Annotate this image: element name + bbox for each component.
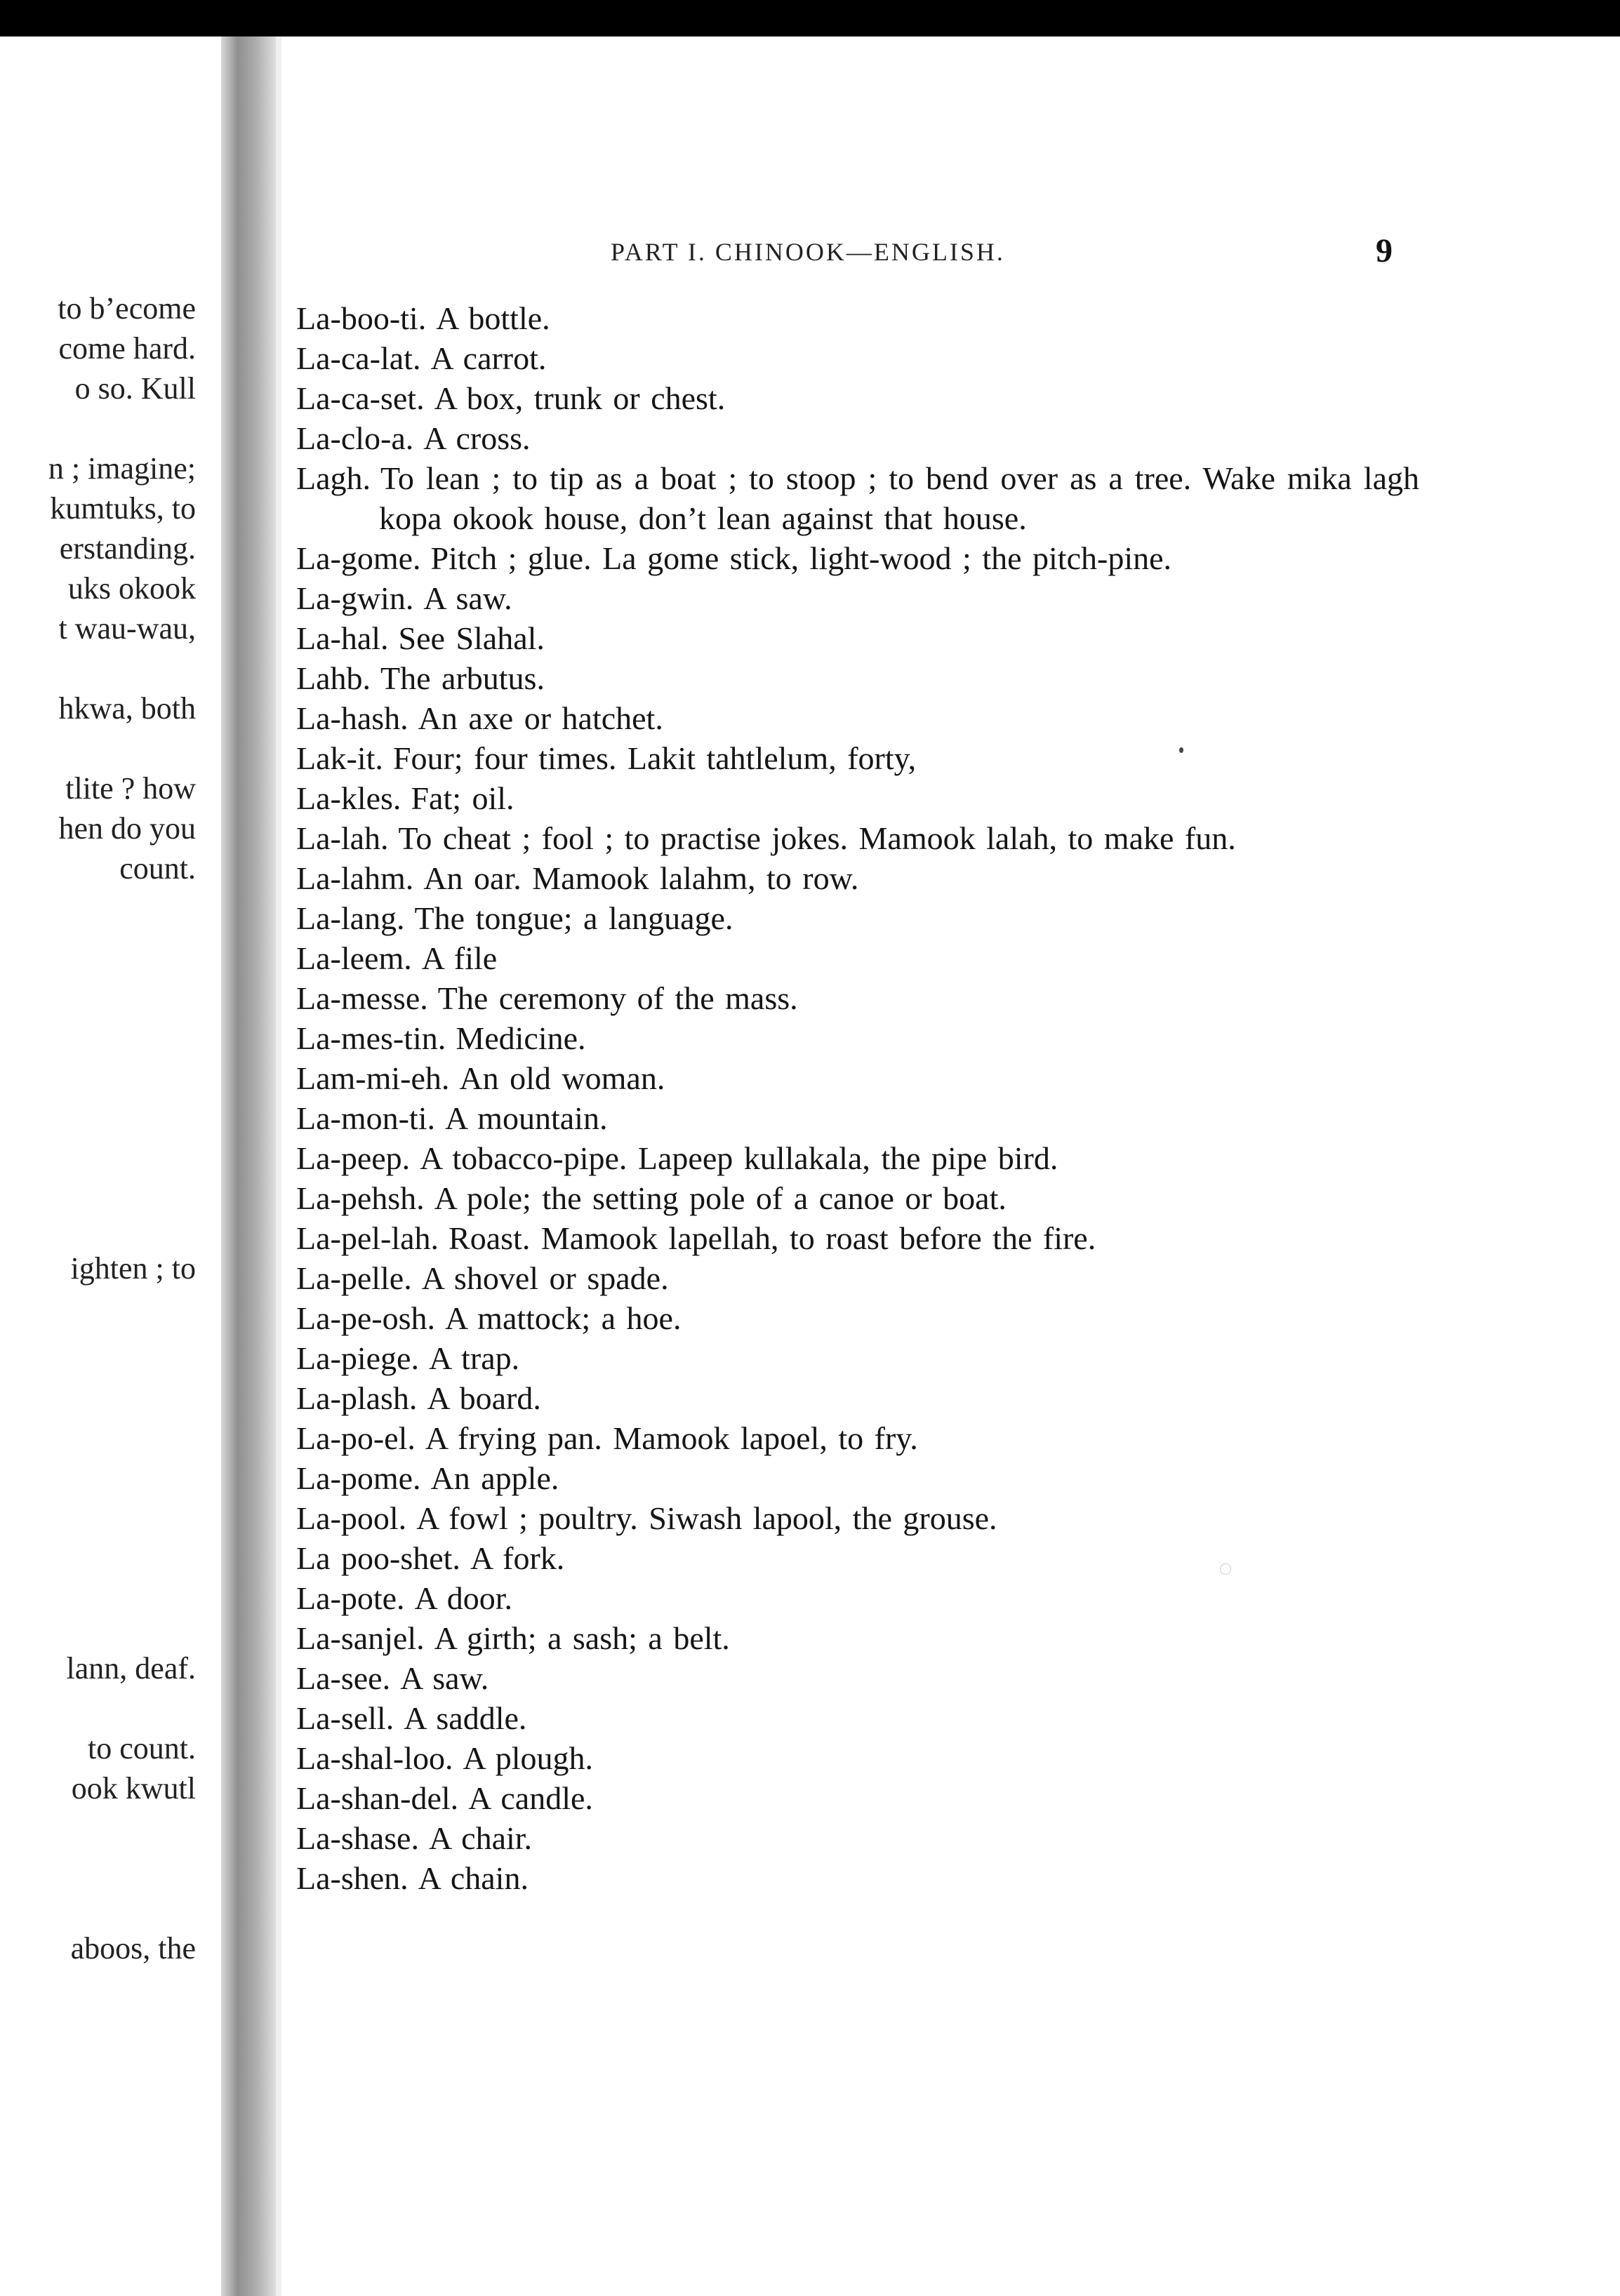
entry-definition: A trap. <box>428 1340 520 1376</box>
dictionary-entry <box>296 1538 1419 1578</box>
entry-definition: A board. <box>427 1380 541 1416</box>
entry-headword: La-shase. <box>296 1820 419 1856</box>
entry-headword: La-pehsh. <box>296 1180 425 1216</box>
dictionary-entry <box>296 1338 1419 1378</box>
entry-definition: A fowl ; poultry. Siwash lapool, the grouse. <box>416 1500 997 1536</box>
entry-headword: La-peep. <box>296 1140 411 1176</box>
entry-headword: La-see. <box>296 1660 391 1696</box>
dictionary-entry <box>296 378 1419 418</box>
entry-headword: La-boo-ti. <box>296 300 427 336</box>
entry-definition: A shovel or spade. <box>421 1260 669 1296</box>
entry-headword: La-sell. <box>296 1700 394 1736</box>
entry-definition: A chain. <box>418 1860 529 1896</box>
entry-definition: A carrot. <box>430 340 547 376</box>
entry-definition: A door. <box>414 1580 512 1616</box>
entry-headword: La-sanjel. <box>296 1620 425 1656</box>
entry-definition: The ceremony of the mass. <box>437 980 798 1016</box>
entry-headword: La-ca-set. <box>296 380 425 416</box>
dictionary-entry <box>296 1378 1419 1418</box>
entry-definition: The tongue; a language. <box>414 900 733 936</box>
entry-headword: Lak-it. <box>296 740 383 776</box>
dictionary-entry <box>296 298 1419 338</box>
dictionary-entry <box>296 1578 1419 1618</box>
dictionary-entry <box>296 1178 1419 1218</box>
entry-definition: A plough. <box>463 1740 593 1776</box>
entry-headword: La-mon-ti. <box>296 1100 435 1136</box>
dictionary-entry <box>296 1858 1419 1898</box>
dictionary-entry <box>296 1018 1419 1058</box>
left-line: to count. <box>88 1731 196 1766</box>
entry-definition: A chair. <box>428 1820 533 1856</box>
dictionary-entry <box>296 1618 1419 1658</box>
entry-headword: La-pote. <box>296 1580 405 1616</box>
entry-definition: A saw. <box>423 580 512 616</box>
page-number: 9 <box>1376 232 1393 269</box>
left-line: hen do you <box>58 811 196 846</box>
entry-headword: La-lang. <box>296 900 405 936</box>
entry-headword: Lam-mi-eh. <box>296 1060 450 1096</box>
entry-definition: A cross. <box>423 420 531 456</box>
dictionary-entry <box>296 1778 1419 1818</box>
entry-headword: La-pe-osh. <box>296 1300 435 1336</box>
entry-definition: A fork. <box>470 1540 565 1576</box>
left-line: lann, deaf. <box>66 1651 196 1686</box>
ink-speck <box>1179 747 1183 753</box>
dictionary-entry <box>296 1298 1419 1338</box>
dictionary-entry <box>296 698 1419 738</box>
entry-definition: A girth; a sash; a belt. <box>434 1620 730 1656</box>
entry-definition: To lean ; to tip as a boat ; to stoop ; to bend over as a tree. Wake mika lagh kopa okook house, don’t lean against that house. <box>379 460 1419 536</box>
dictionary-entry <box>296 1698 1419 1738</box>
entry-definition: To cheat ; fool ; to practise jokes. Mamook lalah, to make fun. <box>398 820 1236 856</box>
left-line: erstanding. <box>59 531 196 566</box>
book-gutter <box>221 36 276 2296</box>
entry-headword: La-messe. <box>296 980 428 1016</box>
entry-definition: An axe or hatchet. <box>418 700 663 736</box>
scan-top-border <box>0 0 1620 36</box>
left-line: tlite ? how <box>65 771 196 806</box>
entry-definition: A bottle. <box>436 300 550 336</box>
entry-definition: A pole; the setting pole of a canoe or boat. <box>434 1180 1007 1216</box>
entry-headword: La-shen. <box>296 1860 409 1896</box>
entry-definition: Four; four times. Lakit tahtlelum, forty, <box>392 740 917 776</box>
dictionary-entry <box>296 538 1419 578</box>
dictionary-entry <box>296 818 1419 858</box>
entry-definition: A file <box>421 940 498 976</box>
dictionary-entry <box>296 1058 1419 1098</box>
entry-definition: An apple. <box>430 1460 559 1496</box>
dictionary-entry <box>296 978 1419 1018</box>
dictionary-entry <box>296 1458 1419 1498</box>
entry-definition: An oar. Mamook lalahm, to row. <box>423 860 859 896</box>
entry-headword: La-ca-lat. <box>296 340 421 376</box>
entry-definition: A saddle. <box>404 1700 527 1736</box>
left-line: kumtuks, to <box>50 491 196 526</box>
dictionary-entry <box>296 1658 1419 1698</box>
entry-definition: A frying pan. Mamook lapoel, to fry. <box>425 1420 918 1456</box>
entry-headword: La-pel-lah. <box>296 1220 439 1256</box>
entry-headword: La poo-shet. <box>296 1540 460 1576</box>
entry-headword: La-piege. <box>296 1340 419 1376</box>
dictionary-entry <box>296 578 1419 618</box>
left-line: come hard. <box>58 331 196 366</box>
left-line: to bʼecome <box>58 291 196 326</box>
dictionary-entry <box>296 658 1419 698</box>
dictionary-entry <box>296 458 1419 538</box>
entry-definition: Pitch ; glue. La gome stick, light-wood ; the pitch-pine. <box>430 540 1172 576</box>
entry-headword: La-shal-loo. <box>296 1740 453 1776</box>
dictionary-entry <box>296 618 1419 658</box>
dictionary-entry <box>296 1818 1419 1858</box>
entry-headword: La-leem. <box>296 940 412 976</box>
entry-definition: A mattock; a hoe. <box>444 1300 682 1336</box>
entry-definition: A tobacco-pipe. Lapeep kullakala, the pipe bird. <box>420 1140 1058 1176</box>
entry-definition: A box, trunk or chest. <box>434 380 726 416</box>
left-line: ook kwutl <box>71 1771 196 1806</box>
dictionary-entry <box>296 418 1419 458</box>
entry-headword: La-kles. <box>296 780 401 816</box>
entry-headword: La-hash. <box>296 700 409 736</box>
dictionary-entry <box>296 1418 1419 1458</box>
dictionary-entry <box>296 1498 1419 1538</box>
dictionary-entry <box>296 738 1419 778</box>
entry-definition: A mountain. <box>445 1100 608 1136</box>
entry-headword: La-po-el. <box>296 1420 416 1456</box>
dictionary-entry <box>296 1218 1419 1258</box>
dictionary-entry <box>296 1098 1419 1138</box>
dictionary-entry <box>296 1738 1419 1778</box>
left-line: uks okook <box>67 571 196 606</box>
left-line: o so. Kull <box>74 371 196 406</box>
entry-headword: La-clo-a. <box>296 420 414 456</box>
entry-headword: La-mes-tin. <box>296 1020 446 1056</box>
left-line: count. <box>119 851 196 886</box>
entry-definition: An old woman. <box>459 1060 665 1096</box>
dictionary-entry <box>296 1258 1419 1298</box>
entry-headword: Lahb. <box>296 660 371 696</box>
entry-definition: Fat; oil. <box>411 780 514 816</box>
entry-headword: La-gwin. <box>296 580 414 616</box>
entry-headword: Lagh. <box>296 460 371 496</box>
entry-headword: La-hal. <box>296 620 389 656</box>
left-line: t wau-wau, <box>58 611 196 646</box>
dictionary-entry <box>296 1138 1419 1178</box>
entry-headword: La-gome. <box>296 540 421 576</box>
entry-headword: La-plash. <box>296 1380 418 1416</box>
left-line: ighten ; to <box>70 1251 196 1286</box>
entry-headword: La-pome. <box>296 1460 421 1496</box>
entry-definition: A saw. <box>400 1660 489 1696</box>
dictionary-entry <box>296 858 1419 898</box>
entry-headword: La-lahm. <box>296 860 414 896</box>
entry-definition: A candle. <box>468 1780 593 1816</box>
entry-definition: The arbutus. <box>380 660 545 696</box>
entry-headword: La-lah. <box>296 820 389 856</box>
running-header: PART I. CHINOOK—ENGLISH. <box>611 238 1005 266</box>
entry-definition: See Slahal. <box>398 620 545 656</box>
entry-definition: Medicine. <box>456 1020 586 1056</box>
entry-headword: La-shan-del. <box>296 1780 459 1816</box>
dictionary-entry <box>296 938 1419 978</box>
entry-headword: La-pool. <box>296 1500 407 1536</box>
left-line: aboos, the <box>70 1931 196 1965</box>
left-page-fragment <box>0 36 221 2296</box>
entry-definition: Roast. Mamook lapellah, to roast before the fire. <box>449 1220 1096 1256</box>
dictionary-entry <box>296 898 1419 938</box>
left-line: hkwa, both <box>58 691 196 726</box>
dictionary-entries <box>296 298 1419 1898</box>
left-line: n ; imagine; <box>48 451 196 486</box>
dictionary-entry <box>296 778 1419 818</box>
ink-speck <box>1220 1563 1231 1575</box>
entry-headword: La-pelle. <box>296 1260 412 1296</box>
gutter-edge <box>276 36 281 2296</box>
dictionary-entry <box>296 338 1419 378</box>
